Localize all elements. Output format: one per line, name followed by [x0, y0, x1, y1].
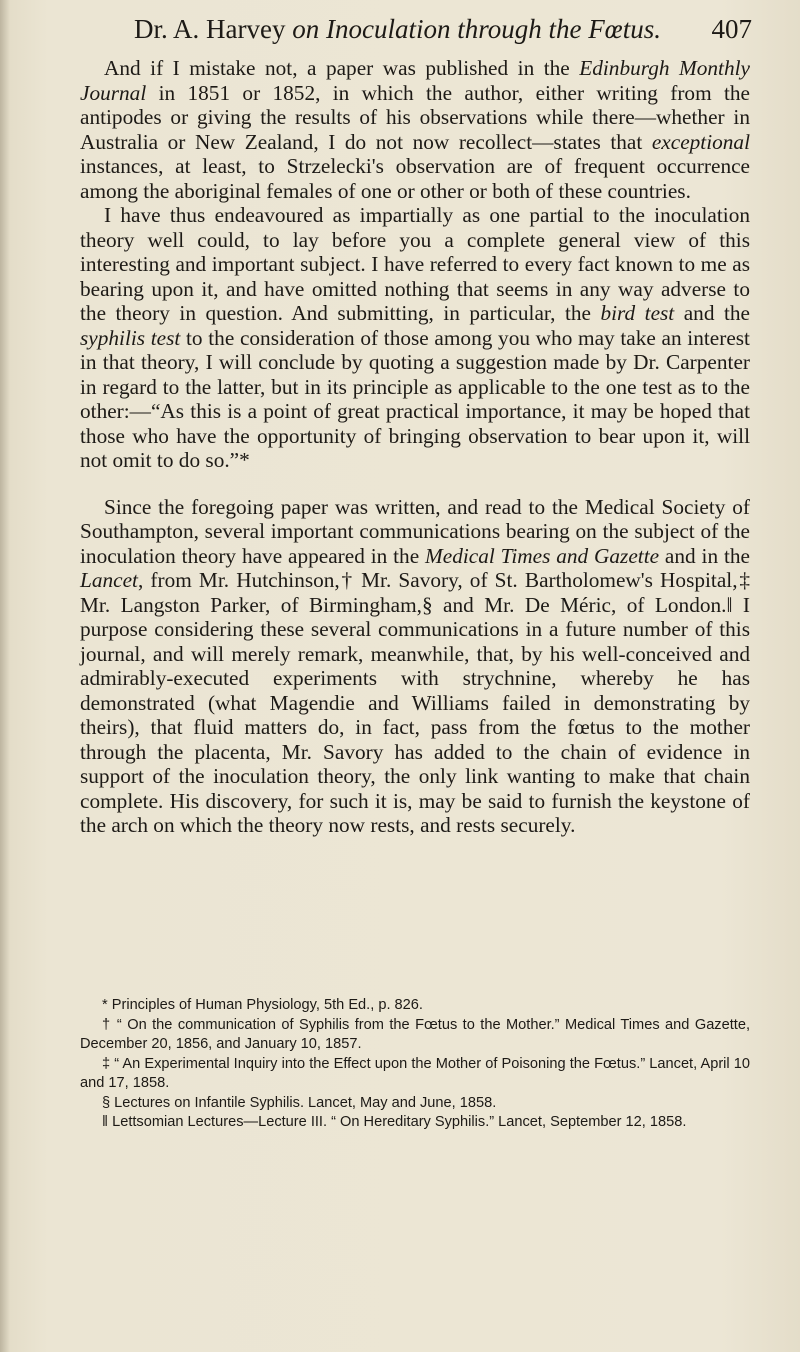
footnote: ‡ “ An Experimental Inquiry into the Effect upon the Mother of Poisoning the Fœtus.” Lancet, April 10 and 17, 1858. — [80, 1055, 750, 1091]
page-number: 407 — [711, 14, 752, 44]
p3-italic-lancet: Lancet — [80, 568, 138, 592]
p1-italic-exceptional: exceptional — [651, 129, 750, 154]
page-edge-shadow — [0, 0, 10, 1352]
footnote: † “ On the communication of Syphilis from the Fœtus to the Mother.” Medical Times and Gazette, December 20, 1856, and January 10, 1857. — [80, 1016, 750, 1052]
p2-italic-bird-test: bird test — [600, 301, 675, 325]
paragraph-1 — [80, 56, 750, 203]
p2-text-1: I have thus endeavoured as impartially as one partial to the inoculation theory well could, to lay before you a complete general view of this interesting and important subject. I have referred to every fact known to me as bearing upon it, and have omitted nothing that seems in any way adverse to the theory in question. And submitting, in particular, the — [80, 203, 750, 325]
paragraph-3 — [80, 495, 750, 838]
running-header — [72, 14, 752, 50]
p1-text-1: And if I mistake not, a paper was published in the — [104, 56, 580, 80]
p3-text-3: , from Mr. Hutchinson,† Mr. Savory, of St. Bartholomew's Hospital,‡ Mr. Langston Parker, of Birmingham,§ and Mr. De Méric, of London.‖ I purpose considering these several communications in a future number of this journal, and will merely remark, meanwhile, that, by his well-conceived and admirably-executed experiments with strychnine, whereby he has demonstrated (what Magendie and Williams failed in demonstrating by theirs), that fluid matters do, in fact, pass from the fœtus to the mother through the placenta, Mr. Savory has added to the chain of evidence in support of the inoculation theory, the only link wanting to make that chain complete. His discovery, for such it is, may be said to furnish the keystone of the arch on which the theory now rests, and rests securely. — [80, 568, 750, 837]
p2-text-3: to the consideration of those among you who may take an interest in that theory, I will conclude by quoting a suggestion made by Dr. Carpenter in regard to the latter, but in its principle as applicable to the one test as to the other:—“As this is a point of great practical importance, it may be hoped that those who have the opportunity of bringing observation to bear upon it, will not omit to do so.”* — [80, 325, 750, 472]
footnote: * Principles of Human Physiology, 5th Ed., p. 826. — [102, 997, 423, 1013]
p3-text-2: and in the — [659, 543, 750, 568]
running-title — [134, 14, 661, 45]
running-title-prefix: Dr. A. Harvey — [134, 14, 293, 44]
p1-italic-journal: Edinburgh Monthly Journal — [80, 56, 750, 105]
body-text — [80, 56, 750, 838]
footnote: § Lectures on Infantile Syphilis. Lancet, May and June, 1858. — [102, 1094, 497, 1111]
footnotes — [80, 996, 750, 1133]
p1-text-2: in 1851 or 1852, in which the author, either writing from the antipodes or giving the results of his observations while there—whether in Australia or New Zealand, I do not now recollect—states that — [80, 80, 750, 154]
p2-italic-syphilis-test: syphilis test — [80, 325, 181, 350]
p1-text-3: instances, at least, to Strzelecki's observation are of frequent occurrence among the aboriginal females of one or other or both of these countries. — [80, 154, 750, 203]
footnote: ‖ Lettsomian Lectures—Lecture III. “ On Hereditary Syphilis.” Lancet, September 12, 1858. — [102, 1114, 687, 1130]
p3-text-1: Since the foregoing paper was written, and read to the Medical Society of Southampton, several important communications bearing on the subject of the inoculation theory have appeared in the — [80, 494, 750, 568]
p2-text-2: and the — [674, 301, 750, 325]
p3-italic-medical-times: Medical Times and Gazette — [425, 543, 660, 568]
paragraph-2 — [80, 203, 750, 473]
running-title-italic: on Inoculation through the Fœtus. — [292, 14, 661, 44]
